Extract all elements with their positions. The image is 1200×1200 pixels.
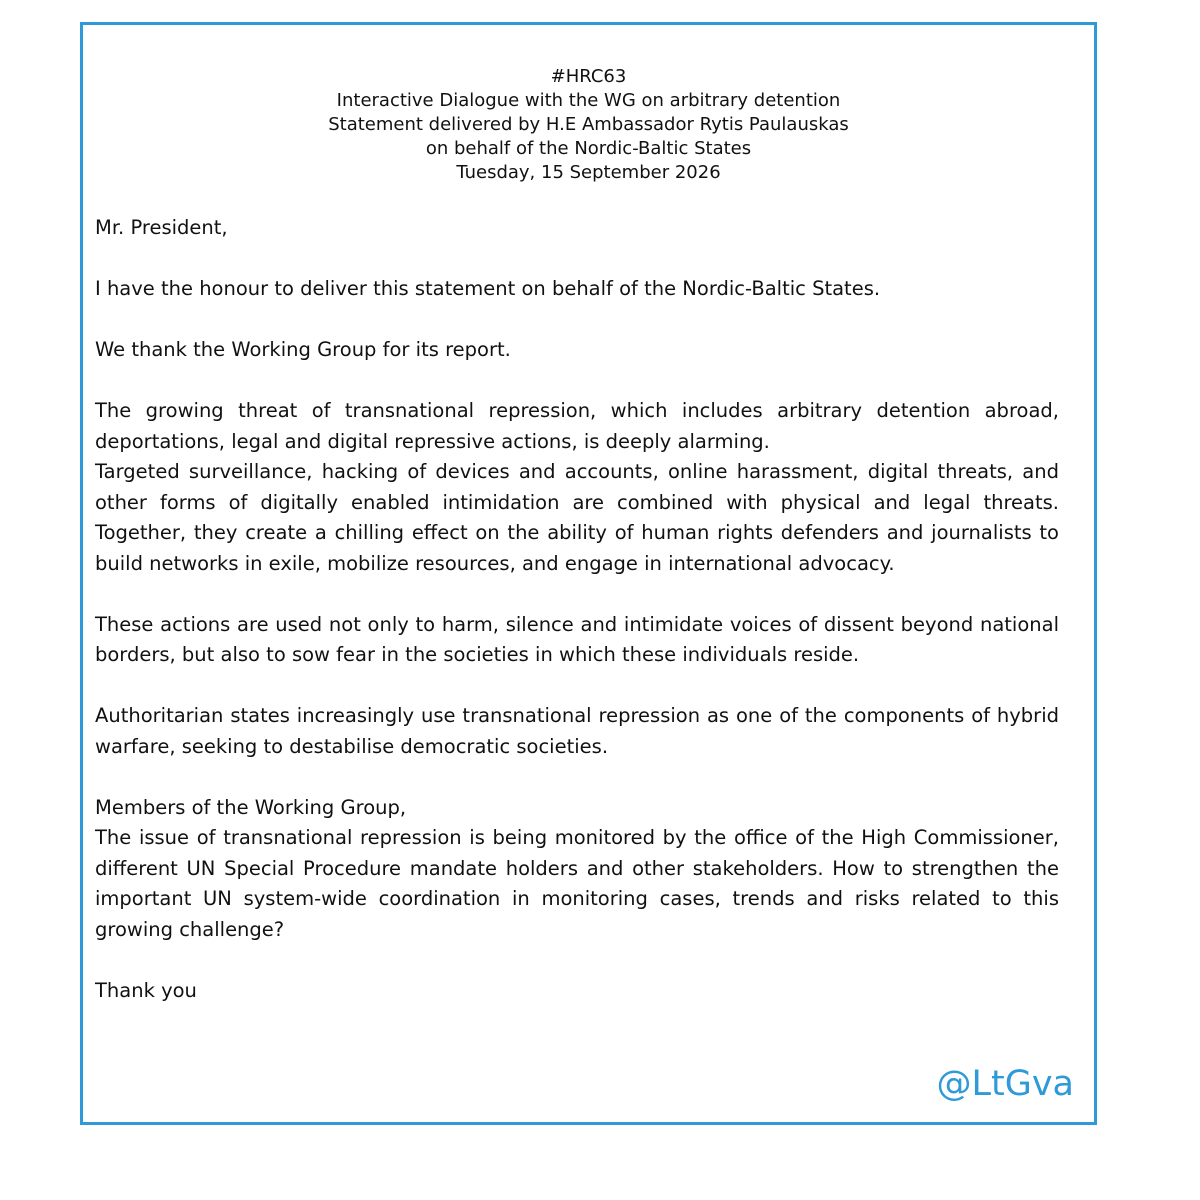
closing: Thank you bbox=[95, 978, 197, 1002]
salutation: Mr. President, bbox=[95, 216, 228, 239]
hashtag: #HRC63 bbox=[550, 66, 627, 87]
paragraph-actions: These actions are used not only to harm, silence and intimidate voices of dissent beyond national borders, but also to sow fear in the societies in which these individuals reside. bbox=[95, 612, 1059, 666]
paragraph-thanks: We thank the Working Group for its report. bbox=[95, 338, 511, 361]
header-date: Tuesday, 15 September 2026 bbox=[456, 162, 721, 183]
header-title: Interactive Dialogue with the WG on arbitrary detention bbox=[336, 90, 841, 111]
statement-frame bbox=[80, 22, 1097, 1125]
twitter-handle: @LtGva bbox=[936, 1064, 1074, 1104]
paragraph-threat: The growing threat of transnational repression, which includes arbitrary detention abroad, deportations, legal and digital repressive actions, is deeply alarming. bbox=[95, 399, 1059, 453]
paragraph-question: The issue of transnational repression is being monitored by the office of the High Commissioner, different UN Special Procedure mandate holders and other stakeholders. How to strengthen the important UN system-wide coordination in monitoring cases, trends and risks related to this growing challenge? bbox=[95, 826, 1059, 941]
paragraph-honour: I have the honour to deliver this statement on behalf of the Nordic-Baltic States. bbox=[95, 277, 881, 300]
statement-body bbox=[95, 213, 1059, 1037]
header-delivered-by: Statement delivered by H.E Ambassador Rytis Paulauskas bbox=[328, 114, 849, 135]
statement-header bbox=[83, 65, 1094, 185]
paragraph-hybrid-warfare: Authoritarian states increasingly use transnational repression as one of the components of hybrid warfare, seeking to destabilise democratic societies. bbox=[95, 704, 1059, 758]
members-address: Members of the Working Group, bbox=[95, 795, 407, 819]
header-on-behalf: on behalf of the Nordic-Baltic States bbox=[425, 138, 752, 159]
paragraph-surveillance: Targeted surveillance, hacking of devices and accounts, online harassment, digital threats, and other forms of digitally enabled intimidation are combined with physical and legal threats. Together, they create a chilling effect on the ability of human rights defenders and journalists to build networks in exile, mobilize resources, and engage in international advocacy. bbox=[95, 460, 1059, 575]
